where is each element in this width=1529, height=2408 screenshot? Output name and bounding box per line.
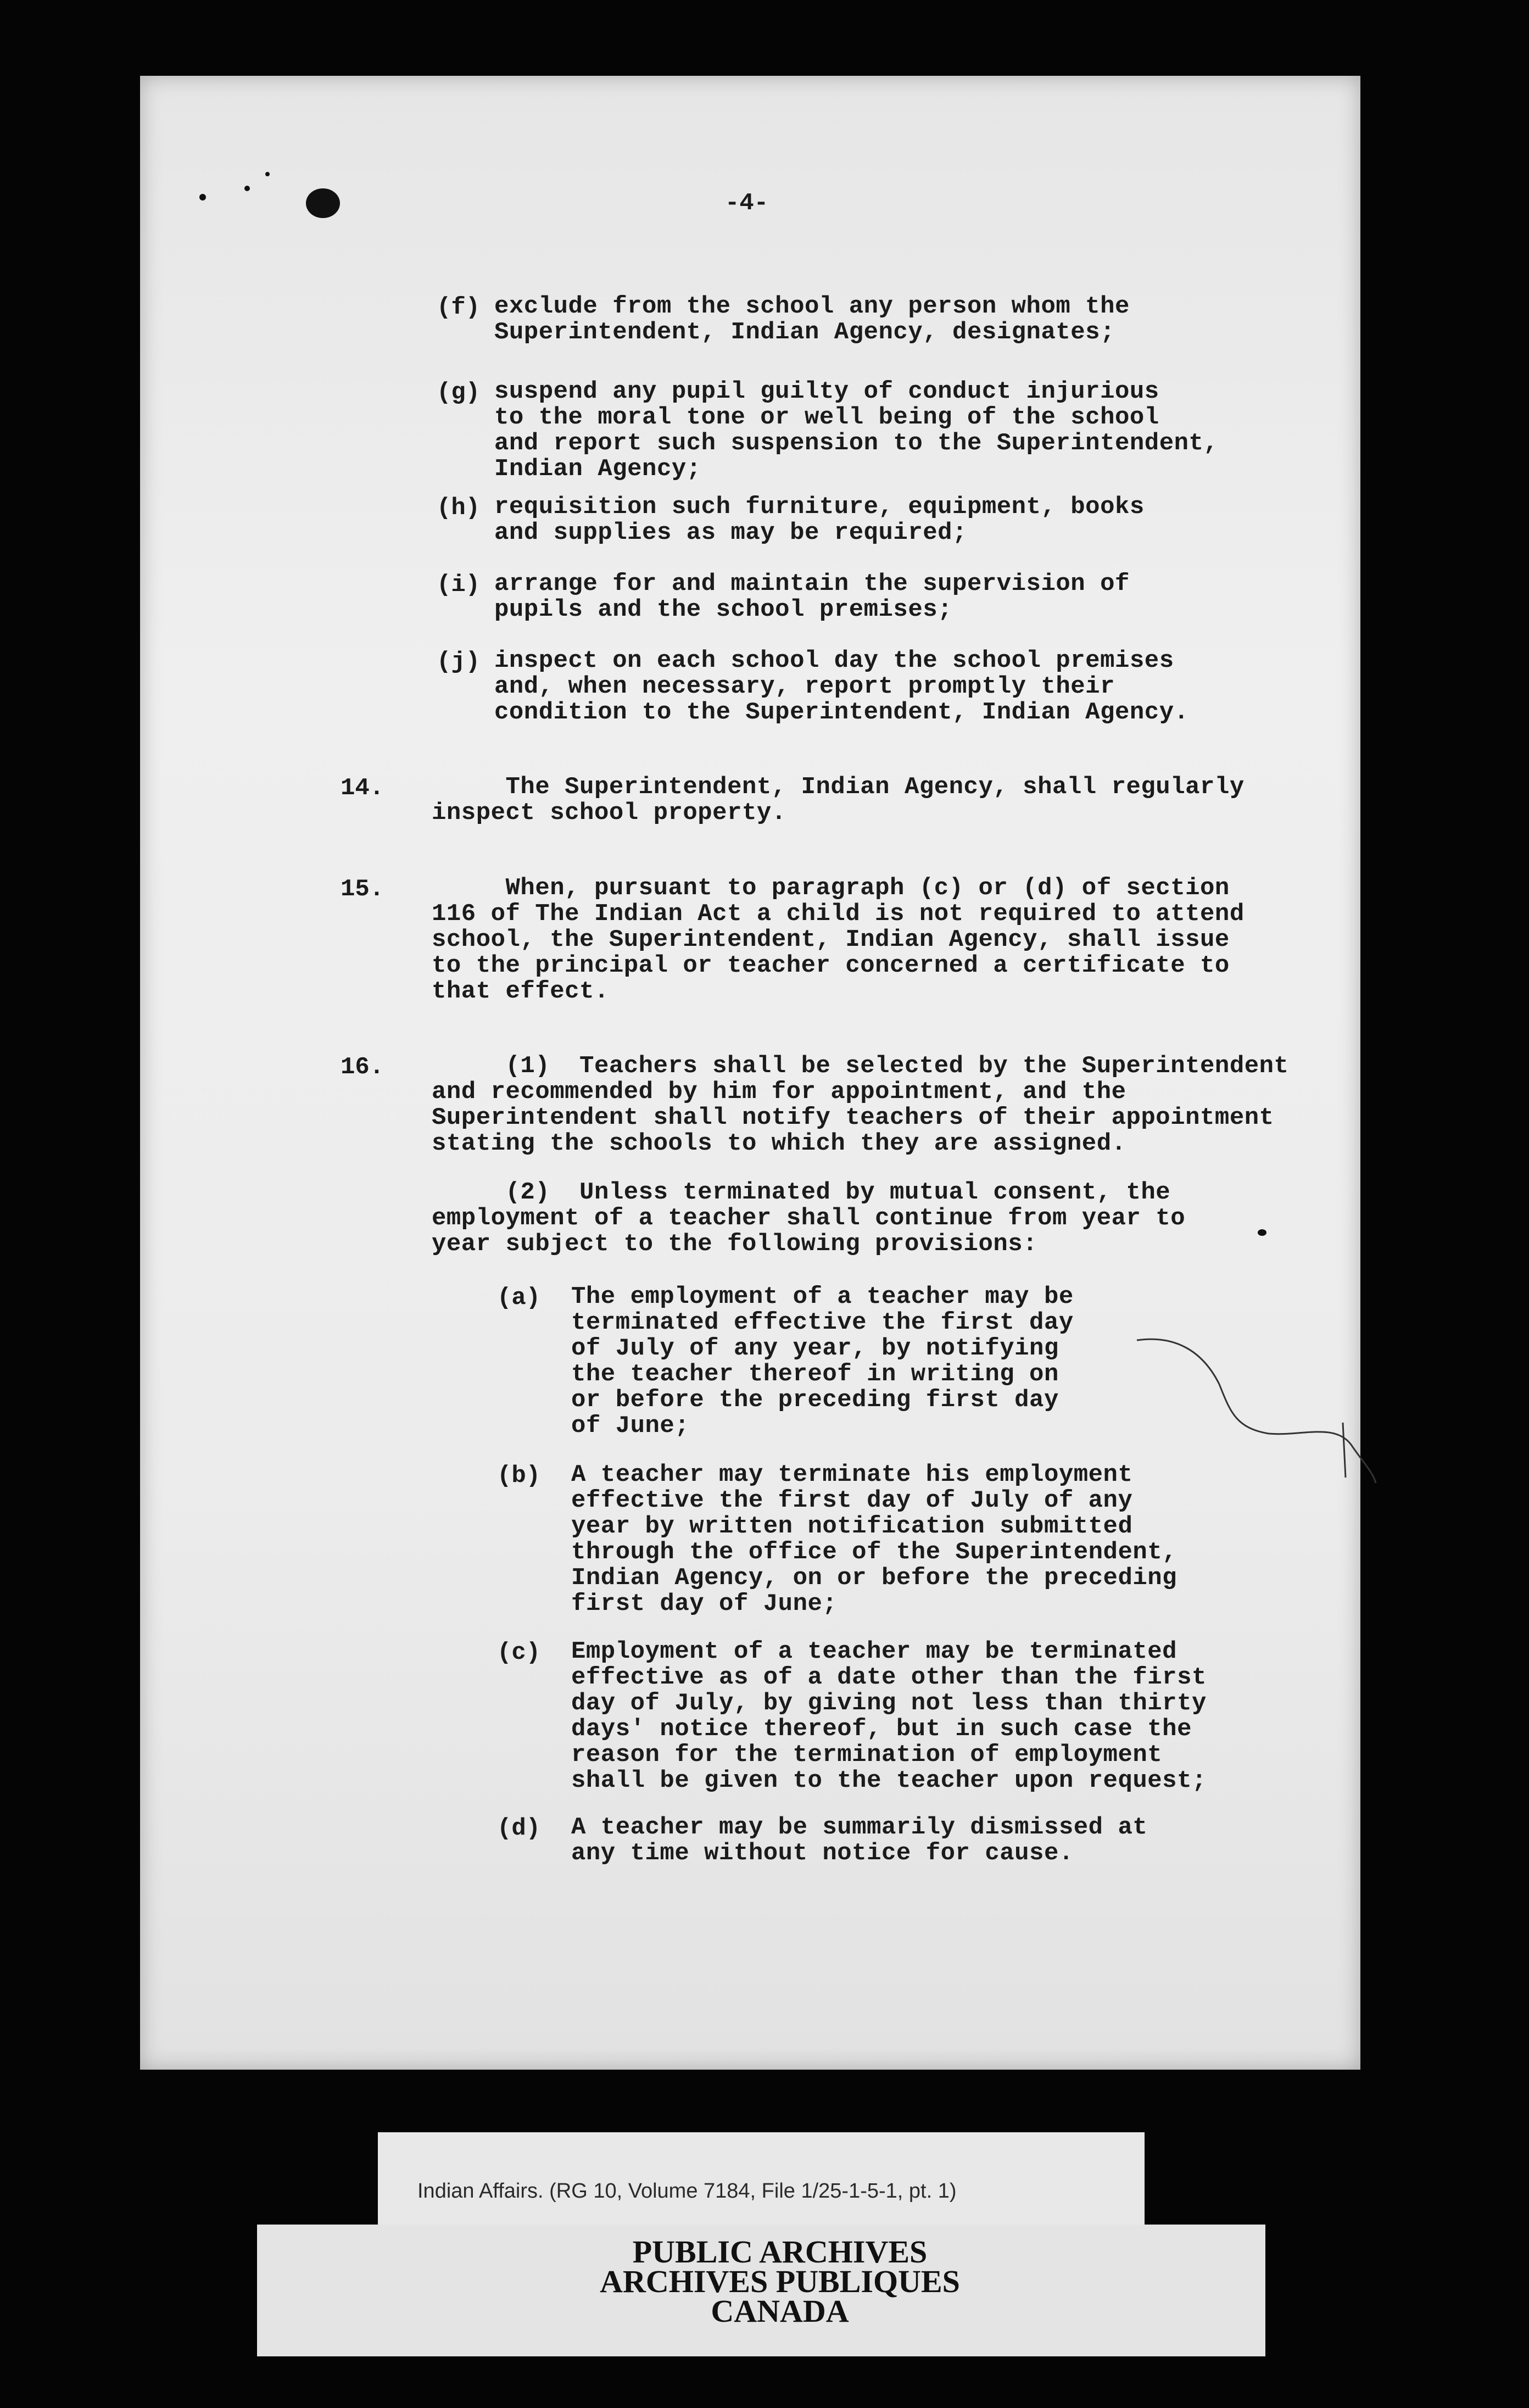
- section-15-number: 15.: [341, 876, 384, 903]
- section-14-number: 14.: [341, 774, 384, 802]
- provision-label: (a): [497, 1284, 541, 1312]
- provision-line: effective as of a date other than the first: [571, 1664, 1207, 1691]
- clause-line: condition to the Superintendent, Indian Agency.: [494, 699, 1189, 726]
- clause-label: (i): [437, 571, 481, 599]
- clause-line: Superintendent, Indian Agency, designates;: [494, 319, 1115, 346]
- section-14-text: [432, 774, 1245, 826]
- section-16-p1-line: stating the schools to which they are assigned.: [432, 1130, 1126, 1157]
- clause-line: requisition such furniture, equipment, books: [494, 493, 1145, 521]
- section-16-p1-line: and recommended by him for appointment, and the: [432, 1078, 1126, 1106]
- provision-line: Indian Agency, on or before the preceding: [571, 1564, 1178, 1592]
- clause-label: (j): [437, 648, 481, 676]
- clause-text: [494, 648, 1189, 726]
- provision-line: day of July, by giving not less than thirty: [571, 1690, 1207, 1717]
- clause-line: suspend any pupil guilty of conduct injurious: [494, 378, 1159, 405]
- archive-stamp-line-3: CANADA: [711, 2293, 849, 2329]
- provision-text: [571, 1284, 1074, 1439]
- clause-label: (f): [437, 294, 481, 321]
- section-16-number: 16.: [341, 1054, 384, 1081]
- section-14-line: The Superintendent, Indian Agency, shall regularly: [432, 773, 1245, 801]
- section-16-p1-line: (1) Teachers shall be selected by the Superintendent: [432, 1052, 1289, 1080]
- provision-label: (c): [497, 1639, 541, 1666]
- archive-stamp-line-1: PUBLIC ARCHIVES: [632, 2234, 928, 2270]
- provision-line: shall be given to the teacher upon request;: [571, 1767, 1207, 1794]
- provision-line: reason for the termination of employment: [571, 1741, 1163, 1769]
- section-16-p1-line: Superintendent shall notify teachers of their appointment: [432, 1104, 1274, 1131]
- section-16-paragraph-2: [432, 1180, 1185, 1257]
- clause-line: pupils and the school premises;: [494, 596, 953, 623]
- archive-stamp-line-2: ARCHIVES PUBLIQUES: [600, 2264, 960, 2299]
- section-16-p2-line: year subject to the following provisions:: [432, 1230, 1038, 1258]
- section-15-line: to the principal or teacher concerned a certificate to: [432, 952, 1230, 979]
- speck-mark: [199, 194, 206, 200]
- speck-mark: [244, 186, 250, 191]
- provision-line: first day of June;: [571, 1590, 838, 1618]
- page-number: -4-: [725, 189, 769, 217]
- section-15-line: 116 of The Indian Act a child is not required to attend: [432, 900, 1245, 928]
- speck-mark: [265, 172, 270, 176]
- clause-line: exclude from the school any person whom the: [494, 293, 1130, 320]
- provision-label: (b): [497, 1462, 541, 1490]
- section-15-line: school, the Superintendent, Indian Agency, shall issue: [432, 926, 1230, 954]
- provision-line: the teacher thereof in writing on: [571, 1361, 1059, 1388]
- provision-label: (d): [497, 1815, 541, 1842]
- clause-line: Indian Agency;: [494, 455, 701, 483]
- section-15-text: [432, 876, 1245, 1005]
- clause-line: inspect on each school day the school premises: [494, 647, 1174, 675]
- clause-text: [494, 294, 1130, 345]
- clause-label: (h): [437, 494, 481, 522]
- provision-line: any time without notice for cause.: [571, 1840, 1074, 1867]
- clause-text: [494, 379, 1218, 482]
- archive-reference-text: Indian Affairs. (RG 10, Volume 7184, File 1/25-1-5-1, pt. 1): [417, 2180, 957, 2203]
- section-14-line: inspect school property.: [432, 799, 786, 827]
- provision-line: A teacher may terminate his employment: [571, 1461, 1133, 1489]
- section-16-paragraph-1: [432, 1054, 1288, 1157]
- provision-line: The employment of a teacher may be: [571, 1283, 1074, 1311]
- provision-text: [571, 1815, 1147, 1866]
- provision-line: of July of any year, by notifying: [571, 1335, 1059, 1362]
- clause-line: and, when necessary, report promptly their: [494, 673, 1115, 700]
- provision-line: days' notice thereof, but in such case the: [571, 1715, 1192, 1743]
- section-15-line: When, pursuant to paragraph (c) or (d) of section: [432, 874, 1230, 902]
- section-16-p2-line: (2) Unless terminated by mutual consent, the: [432, 1179, 1171, 1206]
- clause-text: [494, 494, 1145, 546]
- section-16-p2-line: employment of a teacher shall continue from year to: [432, 1205, 1186, 1232]
- clause-line: and supplies as may be required;: [494, 519, 967, 547]
- clause-line: arrange for and maintain the supervision of: [494, 570, 1130, 598]
- clause-text: [494, 571, 1130, 623]
- provision-line: year by written notification submitted: [571, 1513, 1133, 1540]
- provision-line: through the office of the Superintendent,: [571, 1539, 1178, 1566]
- provision-line: effective the first day of July of any: [571, 1487, 1133, 1514]
- provision-text: [571, 1462, 1177, 1617]
- provision-line: A teacher may be summarily dismissed at: [571, 1814, 1148, 1841]
- provision-line: or before the preceding first day: [571, 1386, 1059, 1414]
- archive-reference-label: [378, 2132, 1145, 2225]
- hole-punch-mark: [306, 188, 340, 218]
- provision-text: [571, 1639, 1207, 1794]
- section-15-line: that effect.: [432, 978, 609, 1005]
- clause-line: and report such suspension to the Superintendent,: [494, 430, 1219, 457]
- provision-line: of June;: [571, 1412, 690, 1440]
- provision-line: terminated effective the first day: [571, 1309, 1074, 1336]
- clause-label: (g): [437, 379, 481, 406]
- speck-mark: [1258, 1229, 1266, 1236]
- provision-line: Employment of a teacher may be terminated: [571, 1638, 1178, 1665]
- clause-line: to the moral tone or well being of the school: [494, 404, 1159, 431]
